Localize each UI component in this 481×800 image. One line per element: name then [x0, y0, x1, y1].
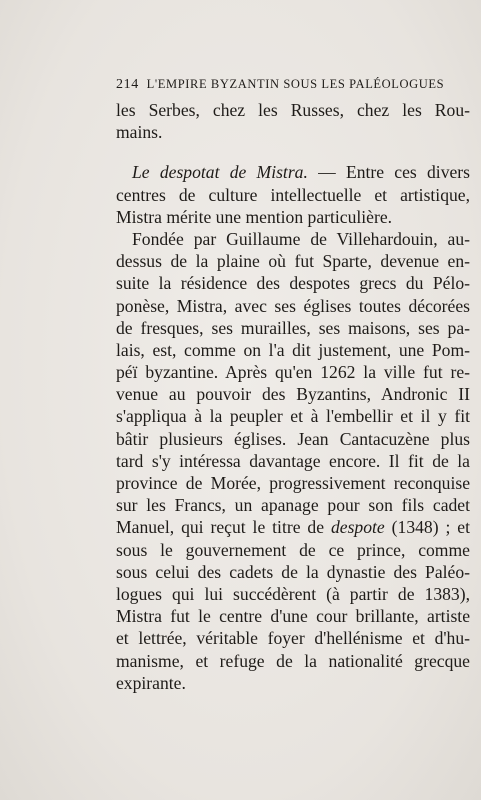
text-line: ponèse, Mistra, avec ses églises toutes décorées — [116, 295, 470, 316]
text-line: s'appliqua à la peupler et à l'embellir et il y fit — [116, 406, 470, 427]
text-line: centres de culture intellectuelle et artistique, — [116, 184, 470, 205]
text-line: Mistra fut le centre d'une cour brillante, artiste — [116, 606, 470, 627]
text-line: lais, est, comme on l'a dit justement, une Pom- — [116, 339, 470, 360]
text-line: province de Morée, progressivement reconquise — [116, 473, 470, 493]
text-line: expirante. — [116, 672, 186, 693]
text-line: péï byzantine. Après qu'en 1262 la ville fut re- — [116, 362, 470, 383]
text-line: sous celui des cadets de la dynastie des Paléo- — [116, 561, 470, 582]
text-line: manisme, et refuge de la nationalité grecque — [116, 650, 470, 671]
running-head — [116, 76, 461, 93]
text-fragment: (1348) ; et — [391, 517, 471, 538]
italic-term: despote — [330, 517, 385, 538]
text-line: bâtir plusieurs églises. Jean Cantacuzène plus — [116, 428, 470, 449]
page-number: 214 — [116, 77, 139, 92]
text-line: tard s'y intéressa davantage encore. Il fit de la — [116, 450, 470, 471]
body-text — [116, 99, 470, 694]
text-line: sur les Francs, un apanage pour son fils cadet — [116, 495, 470, 516]
text-line: Mistra mérite une mention particulière. — [116, 206, 393, 227]
text-line: sous le gouvernement de ce prince, comme — [116, 539, 470, 560]
text-line: Fondée par Guillaume de Villehardouin, au- — [132, 228, 470, 249]
section-heading: Le despotat de Mistra. — [132, 162, 308, 183]
text-line: logues qui lui succédèrent (à partir de 1383), — [116, 583, 470, 604]
text-line-with-italic — [116, 516, 470, 538]
text-fragment: Manuel, qui reçut le titre de — [116, 517, 325, 538]
text-line: dessus de la plaine où fut Sparte, devenue en- — [116, 251, 470, 272]
text-line: venue au pouvoir des Byzantins, Andronic II — [116, 384, 470, 405]
text-line: suite la résidence des despotes grecs du Pélo- — [116, 273, 470, 294]
text-line: de fresques, ses murailles, ses maisons, ses pa- — [116, 317, 470, 338]
section-first-line — [116, 161, 470, 183]
text-line: et lettrée, véritable foyer d'hellénisme et d'hu- — [116, 628, 470, 649]
paragraph-gap — [116, 143, 470, 161]
text-fragment: — Entre ces divers — [318, 162, 470, 183]
running-title: L'EMPIRE BYZANTIN SOUS LES PALÉOLOGUES — [146, 77, 445, 91]
text-line: mains. — [116, 122, 163, 143]
text-line: les Serbes, chez les Russes, chez les Rou- — [116, 100, 470, 120]
